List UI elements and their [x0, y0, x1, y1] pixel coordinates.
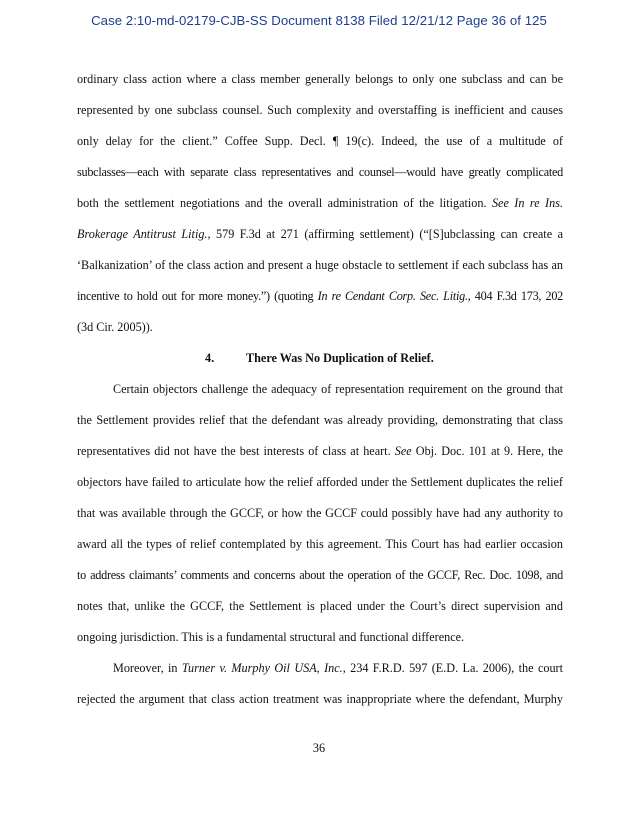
- body-line: the Settlement provides relief that the defendant was already providing, demonstrating that class: [77, 413, 563, 427]
- section-title: There Was No Duplication of Relief.: [246, 351, 434, 365]
- body-line: rejected the argument that class action treatment was inappropriate where the defendant, Murphy: [77, 692, 563, 706]
- body-line: represented by one subclass counsel. Such complexity and overstaffing is inefficient and causes: [77, 103, 563, 117]
- body-line: ordinary class action where a class member generally belongs to only one subclass and can be: [77, 72, 563, 86]
- body-line: incentive to hold out for more money.”) (quoting In re Cendant Corp. Sec. Litig., 404 F.3d 173, 202: [77, 289, 564, 303]
- body-line: Brokerage Antitrust Litig., 579 F.3d at 271 (affirming settlement) (“[S]ubclassing can create a: [77, 227, 563, 241]
- body-line: subclasses—each with separate class representatives and counsel—would have greatly complicated: [77, 165, 563, 179]
- page-number: 36: [312, 741, 326, 755]
- body-line: that was available through the GCCF, or how the GCCF could possibly have had any authority to: [77, 506, 563, 520]
- body-line: ongoing jurisdiction. This is a fundamental structural and functional difference.: [77, 630, 465, 644]
- body-line: award all the types of relief contemplated by this agreement. This Court has had earlier occasion: [77, 537, 563, 551]
- body-line: to address claimants’ comments and concerns about the operation of the GCCF, Rec. Doc. 1098, and: [77, 568, 563, 582]
- body-line: Moreover, in Turner v. Murphy Oil USA, Inc., 234 F.R.D. 597 (E.D. La. 2006), the court: [113, 661, 563, 675]
- section-heading: [77, 350, 563, 366]
- body-line: objectors have failed to articulate how the relief afforded under the Settlement duplicates the relief: [77, 475, 563, 489]
- case-header: Case 2:10-md-02179-CJB-SS Document 8138 Filed 12/21/12 Page 36 of 125: [91, 13, 547, 28]
- body-line: Certain objectors challenge the adequacy of representation requirement on the ground that: [113, 382, 563, 396]
- body-line: ‘Balkanization’ of the class action and present a huge obstacle to settlement if each subclass has an: [77, 258, 563, 272]
- body-line: (3d Cir. 2005)).: [77, 320, 153, 334]
- body-line: only delay for the client.” Coffee Supp. Decl. ¶ 19(c). Indeed, the use of a multitude of: [77, 134, 563, 148]
- section-number: 4.: [205, 351, 215, 365]
- body-line: notes that, unlike the GCCF, the Settlement is placed under the Court’s direct supervision and: [77, 599, 563, 613]
- body-line: both the settlement negotiations and the overall administration of the litigation. See In re Ins.: [77, 196, 563, 210]
- body-line: representatives did not have the best interests of class at heart. See Obj. Doc. 101 at 9. Here, the: [77, 444, 564, 458]
